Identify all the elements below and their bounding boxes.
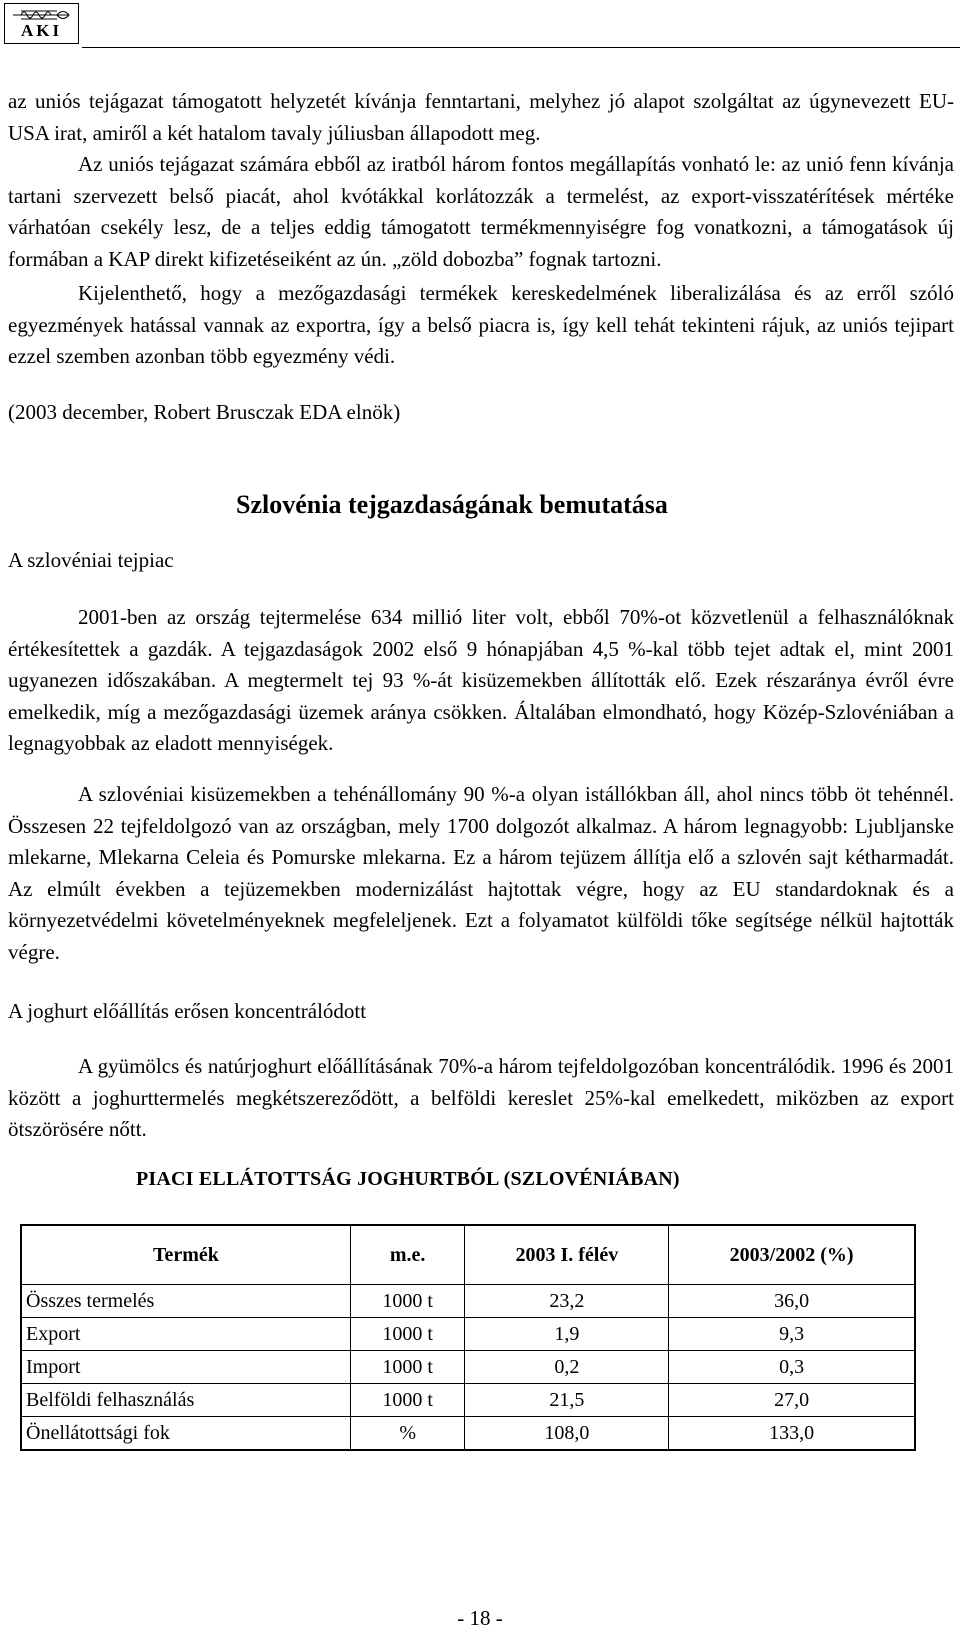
section-heading-tejpiac: A szlovéniai tejpiac xyxy=(8,548,174,572)
paragraph-5: A szlovéniai kisüzemekben a tehénállomány 90 %-a olyan istállókban áll, ahol nincs több öt tehénnél. Összesen 22 tejfeldolgozó van az országban, mely 1700 dolgozót alkalmaz. A három legnagyobb: Ljubljanske mlekarne, Mlekarna Celeia és Pomurske mlekarna. Ez a három tejüzem állítja elő a szlovén sajt kétharmadát. Az elmúlt években a tejüzemekben modernizálást hajtottak végre, hogy az EU standardoknak és a környezetvédelmi követelményeknek megfeleljenek. Ezt a folyamatot külföldi tőke segítsége nélkül hajtották végre. xyxy=(8,782,954,964)
cell-product: Önellátottsági fok xyxy=(21,1417,350,1451)
attribution: (2003 december, Robert Brusczak EDA elnök) xyxy=(8,400,401,424)
cell-ratio: 27,0 xyxy=(669,1384,915,1417)
cell-value: 23,2 xyxy=(465,1285,669,1318)
main-title: Szlovénia tejgazdaságának bemutatása xyxy=(236,490,668,519)
header-ratio: 2003/2002 (%) xyxy=(669,1225,915,1285)
header-rule xyxy=(82,47,960,48)
cell-value: 1,9 xyxy=(465,1318,669,1351)
cell-unit: 1000 t xyxy=(350,1351,465,1384)
header-me: m.e. xyxy=(350,1225,465,1285)
paragraph-2: Az uniós tejágazat számára ebből az iratból három fontos megállapítás vonható le: az unió fenn kívánja tartani szervezett belső piacát, ahol kvótákkal korlátozzák a termelést, az export-visszatérítések mértéke várhatóan csekély lesz, de a teljes eddig támogatott termékmennyiségre fog vonatkozni, a támogatások új formában a KAP direkt kifizetéseiként az ún. „zöld dobozba” fognak tartozni. xyxy=(8,152,954,271)
table-title: PIACI ELLÁTOTTSÁG JOGHURTBÓL (SZLOVÉNIÁBAN) xyxy=(136,1168,680,1190)
cell-ratio: 9,3 xyxy=(669,1318,915,1351)
table-header-row xyxy=(21,1225,915,1285)
table-row xyxy=(21,1285,915,1318)
logo-text: AKI xyxy=(20,21,63,40)
table-row xyxy=(21,1351,915,1384)
paragraph-6: A gyümölcs és natúrjoghurt előállításának 70%-a három tejfeldolgozóban koncentrálódik. 1996 és 2001 között a joghurttermelés megkétszereződött, a belföldi kereslet 25%-kal emelkedett, miközben az export ötszörösére nőtt. xyxy=(8,1054,954,1141)
page-number: - 18 - xyxy=(457,1606,503,1630)
paragraph-1: az uniós tejágazat támogatott helyzetét kívánja fenntartani, melyhez jó alapot szolgáltat az úgynevezett EU-USA irat, amiről a két hatalom tavaly júliusban állapodott meg. xyxy=(8,89,954,145)
cell-product: Belföldi felhasználás xyxy=(21,1384,350,1417)
section-heading-joghurt: A joghurt előállítás erősen koncentrálódott xyxy=(8,999,367,1023)
cell-product: Összes termelés xyxy=(21,1285,350,1318)
cell-unit: % xyxy=(350,1417,465,1451)
cell-product: Import xyxy=(21,1351,350,1384)
cell-unit: 1000 t xyxy=(350,1318,465,1351)
cell-ratio: 36,0 xyxy=(669,1285,915,1318)
aki-logo xyxy=(4,3,79,44)
cell-unit: 1000 t xyxy=(350,1384,465,1417)
cell-value: 21,5 xyxy=(465,1384,669,1417)
table-row xyxy=(21,1384,915,1417)
header-termek: Termék xyxy=(21,1225,350,1285)
cell-ratio: 133,0 xyxy=(669,1417,915,1451)
cell-unit: 1000 t xyxy=(350,1285,465,1318)
cell-ratio: 0,3 xyxy=(669,1351,915,1384)
cell-product: Export xyxy=(21,1318,350,1351)
table-row xyxy=(21,1318,915,1351)
cell-value: 108,0 xyxy=(465,1417,669,1451)
yogurt-supply-table xyxy=(20,1224,916,1451)
page-header xyxy=(0,0,960,52)
header-2003: 2003 I. félév xyxy=(465,1225,669,1285)
paragraph-3: Kijelenthető, hogy a mezőgazdasági termékek kereskedelmének liberalizálása és az erről szóló egyezmények hatással vannak az exportra, így a belső piacra is, így kell tehát tekinteni rájuk, az uniós tejipart ezzel szemben azonban több egyezmény védi. xyxy=(8,281,954,368)
table-row xyxy=(21,1417,915,1451)
paragraph-4: 2001-ben az ország tejtermelése 634 millió liter volt, ebből 70%-ot közvetlenül a felhasználóknak értékesítettek a gazdák. A tejgazdaságok 2002 első 9 hónapjában 4,5 %-kal több tejet adtak el, mint 2001 ugyanezen időszakában. A megtermelt tej 93 %-át kisüzemekben állították elő. Ezek részaránya évről évre emelkedik, míg a mezőgazdasági üzemek aránya csökken. Általában elmondható, hogy Közép-Szlovéniában a legnagyobbak az eladott mennyiségek. xyxy=(8,605,954,755)
cell-value: 0,2 xyxy=(465,1351,669,1384)
